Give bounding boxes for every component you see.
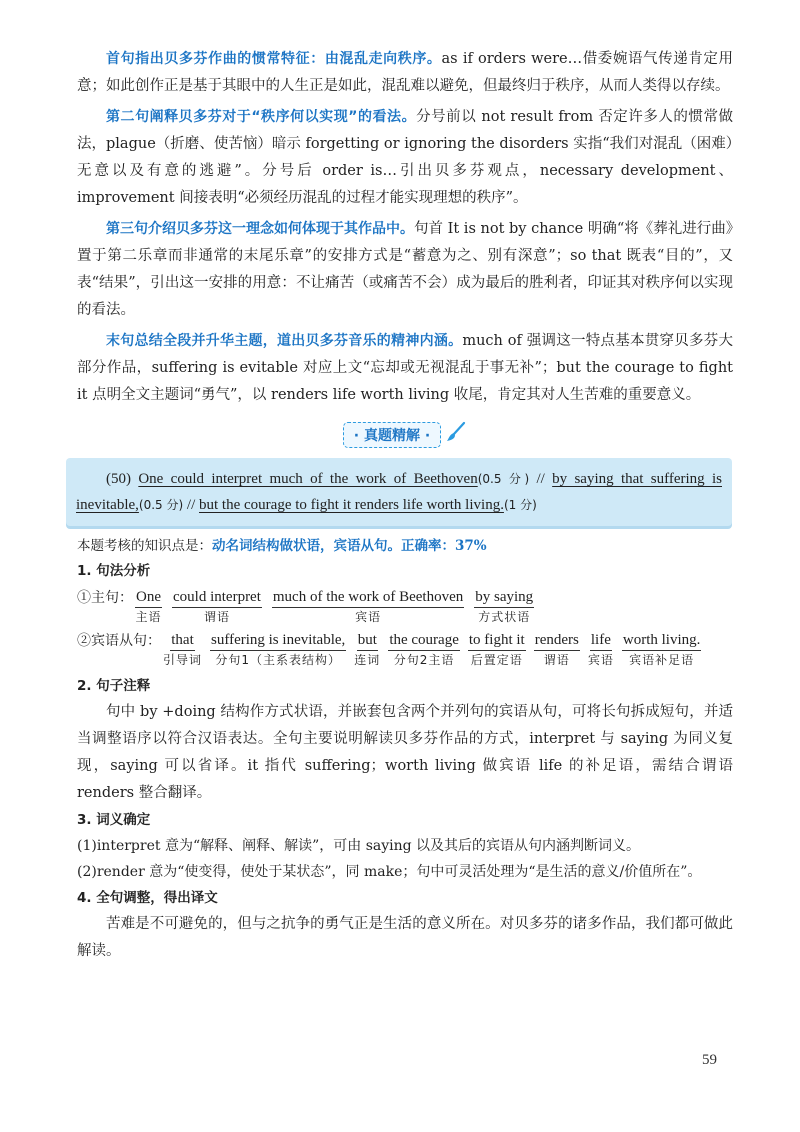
segment: [474, 587, 534, 626]
segment-role: 方式状语: [478, 610, 531, 624]
separator: //: [529, 471, 553, 487]
object-clause-analysis: [77, 630, 733, 669]
segment: [163, 630, 202, 669]
highlight-text: 第二句阐释贝多芬对于“秩序何以实现”的看法。: [106, 109, 417, 125]
paragraph-body: much of 强调这一特点基本贯穿贝多芬大部分作品，suffering is evitable 对应上文“忘却或无视混乱于事无补”；but the courage to fight it 点明全文主题词“勇气”，以 renders life worth living 收尾，肯定其对人生苦难的重要意义。: [77, 333, 733, 403]
accuracy-value: 37%: [455, 538, 487, 554]
annotation-paragraph: 句中 by +doing 结构作方式状语，并嵌套包含两个并列句的宾语从句，可将长句拆成短句，并适当调整语序以符合汉语表达。全句主要说明解读贝多芬作品的方式，interpret 与 saying 为同义复现，saying 可以省译。it 指代 suffering；worth living 做宾语 life 的补足语，需结合谓语 renders 整合翻译。: [77, 704, 733, 801]
score-3: (1 分): [503, 498, 537, 512]
main-clause-label: ①主句：: [77, 590, 133, 606]
intro-paragraph-1: [77, 46, 733, 100]
segment: [588, 630, 614, 669]
segment: [468, 630, 526, 669]
segment-role: 谓语: [203, 610, 230, 624]
segment-role: 宾语: [587, 653, 614, 667]
section-banner: [77, 421, 733, 448]
intro-paragraph-4: [77, 328, 733, 409]
segment: [135, 587, 162, 626]
segment: [354, 630, 380, 669]
segment-words: much of the work of Beethoven: [272, 587, 464, 608]
segment-words: but: [357, 630, 378, 651]
segment-words: worth living.: [622, 630, 702, 651]
segment-role: 谓语: [543, 653, 570, 667]
segment: [172, 587, 262, 626]
segment-role: 引导词: [163, 653, 203, 667]
segment: [388, 630, 460, 669]
segment-words: One: [135, 587, 162, 608]
segment-words: the courage: [388, 630, 460, 651]
segment-words: life: [590, 630, 612, 651]
brush-icon: [445, 421, 467, 448]
paragraph-body: 句首 It is not by chance 明确“将《葬礼进行曲》置于第二乐章而非通常的末尾乐章”的安排方式是“蓄意为之、别有深意”；so that 既表“目的”，又表“结果”，引出这一安排的用意：不让痛苦（或痛苦不会）成为最后的胜利者，印证其对秩序何以实现的看法。: [77, 221, 734, 318]
segment: [622, 630, 702, 669]
meaning-1: (1)interpret 意为“解释、阐释、解读”，可由 saying 以及其后的宾语从句内涵判断词义。: [77, 838, 641, 854]
knowledge-prefix: 本题考核的知识点是：: [77, 538, 212, 554]
segment: [210, 630, 346, 669]
segment-words: could interpret: [172, 587, 262, 608]
segment-words: renders: [534, 630, 580, 651]
segment-words: that: [170, 630, 195, 651]
banner-title: · 真题精解 ·: [343, 422, 441, 448]
heading-translation: 4. 全句调整，得出译文: [77, 890, 218, 906]
main-clause-analysis: [77, 587, 733, 626]
segment-words: suffering is inevitable,: [210, 630, 346, 651]
segment-role: 连词: [354, 653, 381, 667]
intro-paragraph-2: [77, 104, 733, 212]
page-number: 59: [702, 1052, 717, 1068]
segment-role: 主语: [135, 610, 162, 624]
intro-paragraph-3: [77, 216, 733, 324]
answer-sentence: [76, 466, 722, 518]
question-number: (50): [106, 471, 131, 487]
segment-role: 宾语: [355, 610, 382, 624]
segment-words: by saying: [474, 587, 534, 608]
segment-role: 分句1（主系表结构）: [215, 653, 341, 667]
translation-paragraph: 苦难是不可避免的，但与之抗争的勇气正是生活的意义所在。对贝多芬的诸多作品，我们都可做此解读。: [77, 916, 733, 959]
highlight-text: 第三句介绍贝多芬这一理念如何体现于其作品中。: [106, 221, 415, 237]
heading-sentence-annotation: 2. 句子注释: [77, 678, 151, 694]
answer-part-1: One could interpret much of the work of Beethoven: [138, 471, 478, 487]
paragraph-body: as if orders were…借委婉语气传递肯定用意；如此创作正是基于其眼中的人生正是如此，混乱难以避免，但最终归于秩序，从而人类得以存续。: [77, 51, 733, 94]
heading-word-meaning: 3. 词义确定: [77, 812, 151, 828]
object-clause-label: ②宾语从句：: [77, 633, 161, 649]
page-content: [77, 46, 733, 965]
highlight-text: 首句指出贝多芬作曲的惯常特征：由混乱走向秩序。: [106, 51, 442, 67]
highlight-text: 末句总结全段并升华主题，道出贝多芬音乐的精神内涵。: [106, 333, 463, 349]
paragraph-body: 分号前以 not result from 否定许多人的惯常做法，plague（折磨、使苦恼）暗示 forgetting or ignoring the disorders 实指“我们对混乱（困难）无意以及有意的逃避”。分号后 order is…引出贝多芬观点，necessary development、improvement 间接表明“必须经历混乱的过程才能实现理想的秩序”。: [77, 109, 733, 206]
score-1: (0.5 分): [477, 472, 530, 486]
segment-role: 分句2主语: [393, 653, 455, 667]
segment-role: 后置定语: [470, 653, 523, 667]
meaning-2: (2)render 意为“使变得，使处于某状态”，同 make；句中可灵活处理为“是生活的意义/价值所在”。: [77, 864, 702, 880]
answer-part-3: but the courage to fight it renders life worth living.: [199, 497, 504, 513]
accuracy-label: 正确率：: [401, 538, 455, 554]
heading-syntax-analysis: 1. 句法分析: [77, 563, 151, 579]
score-2: (0.5 分): [138, 498, 184, 512]
knowledge-line: [77, 534, 733, 558]
segment: [272, 587, 464, 626]
answer-part-2: by saying that suffering is inevitable,: [76, 471, 722, 513]
answer-box: [66, 458, 732, 526]
segment-role: 宾语补足语: [629, 653, 695, 667]
segment: [534, 630, 580, 669]
knowledge-points: 动名词结构做状语，宾语从句。: [212, 538, 401, 554]
separator: //: [183, 497, 200, 513]
segment-words: to fight it: [468, 630, 526, 651]
